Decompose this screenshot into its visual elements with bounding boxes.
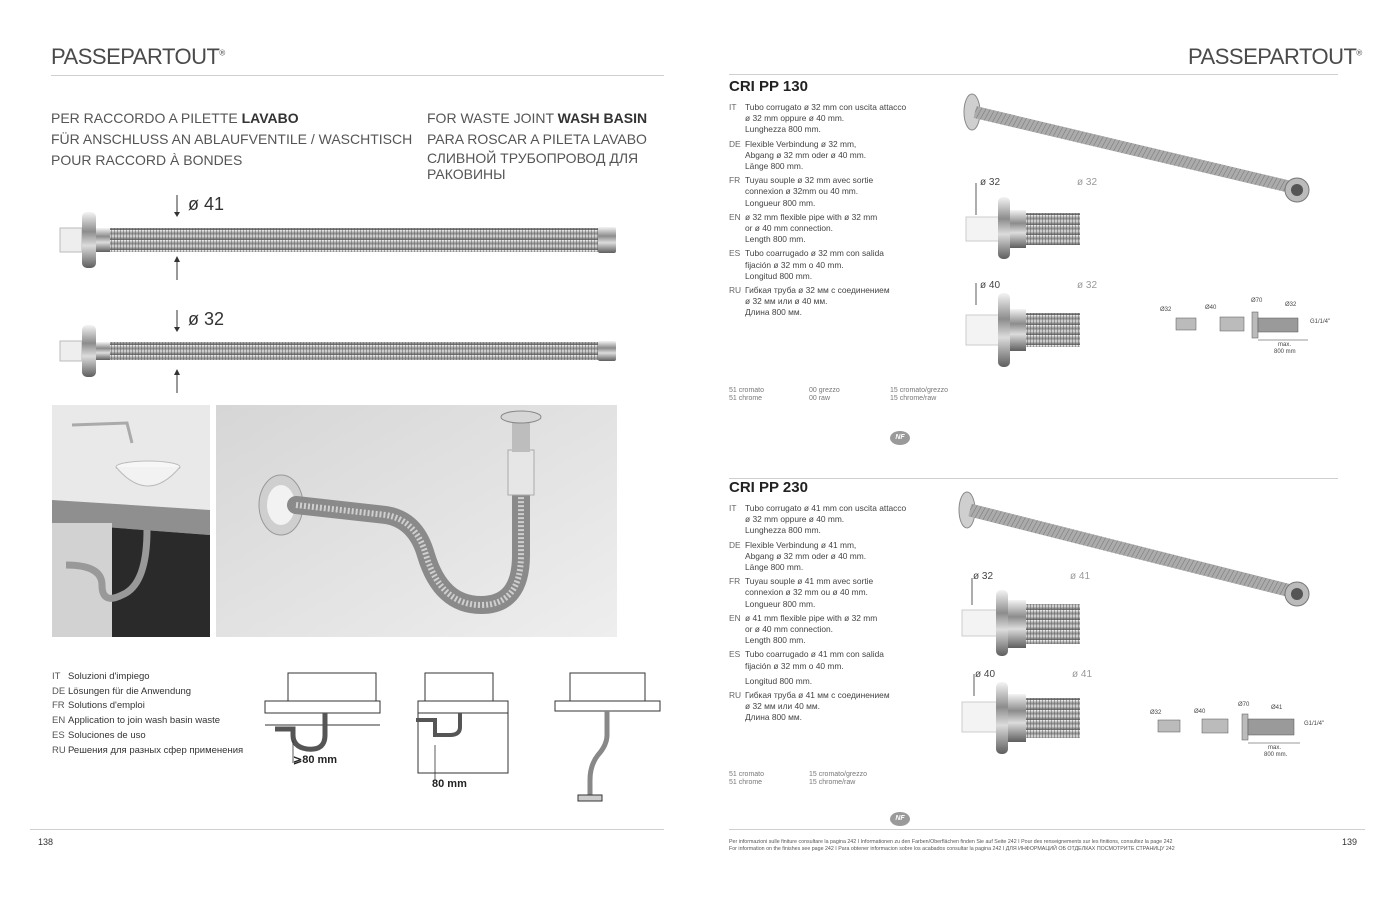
header-line: РАКОВИНЫ (427, 166, 506, 182)
pipe-41-label: ø 41 (188, 194, 225, 214)
header-right-column (427, 108, 647, 182)
connector-images (960, 570, 1093, 765)
install-diagram-3 (550, 665, 665, 815)
product-title: CRI PP 130 (729, 78, 808, 95)
page-number-left: 138 (38, 837, 54, 847)
connector-label: ø 32 (1077, 177, 1098, 188)
nf-certification-badge: NF (890, 812, 910, 826)
footnote: Per informazioni sulle finiture consultare la pagina 242 I Informationen zu den Farben/Oberflächen finden Sie auf Seite 242 I Pour des renseignements sur les finitions, consultez la page 242 For information on the finishes see page 242 I Para obtener informacion sobre los acabados consultar la pagina 242 I ДЛЯ ИНФОРМАЦИЙ ОБ ОТДЕЛКАХ ПОСМОТРИТЕ СТРАНИЦУ 242 (729, 839, 1175, 852)
header-left-column (51, 108, 412, 171)
tech-label: 800 mm. (1264, 752, 1288, 758)
pipe-32-image (50, 305, 630, 400)
tech-label: Ø70 (1238, 702, 1250, 708)
header-rule-left (51, 75, 664, 76)
product-description: IT Tubo corrugato ø 32 mm con uscita attacco ø 32 mm oppure ø 40 mm. Lunghezza 800 mm. DE Flexible Verbindung ø 32 mm, Abgang ø 32 mm oder ø 40 mm. Länge 800 mm. FR Tuyau souple ø 32 mm avec sortie connexion ø 32mm ou 40 mm. Longueur 800 mm. EN ø 32 mm flexible pipe with ø 32 mm or ø 40 mm connection. Length 800 mm. ES Tubo coarrugado ø 32 mm con salida fijación ø 32 mm o 40 mm. Longitud 800 mm. RU Гибкая труба ø 32 мм с соединением ø 32 мм или ø 40 мм. Длина 800 мм. (729, 102, 907, 318)
connector-label: ø 41 (1072, 669, 1093, 680)
tech-label: Ø32 (1150, 710, 1162, 716)
nf-certification-badge: NF (890, 431, 910, 445)
list-item: RU Решения для разных сфер применения (52, 744, 244, 756)
tech-drawing (1150, 710, 1315, 750)
finish-code: 15 cromato/grezzo 15 chrome/raw (890, 387, 948, 402)
product-description: IT Tubo corrugato ø 41 mm con uscita attacco ø 32 mm oppure ø 40 mm. Lunghezza 800 mm. DE Flexible Verbindung ø 41 mm, Abgang ø 32 mm oder ø 40 mm. Länge 800 mm. FR Tuyau souple ø 41 mm avec sortie connexion ø 32 mm ou ø 40 mm. Longueur 800 mm. EN ø 41 mm flexible pipe with ø 32 mm or ø 40 mm connection. Length 800 mm. ES Tubo coarrugado ø 41 mm con salida fijación ø 32 mm o 40 mm. Longitud 800 mm. RU Гибкая труба ø 41 мм с соединением ø 32 мм или 40 мм. Длина 800 мм. (729, 503, 907, 723)
tech-label: G1/1/4" (1310, 319, 1331, 325)
connector-label: ø 40 (975, 669, 996, 680)
connector-images (960, 175, 1090, 375)
header-line: FÜR ANSCHLUSS AN ABLAUFVENTILE / WASCHTISCH (51, 131, 413, 147)
brand-logo-right: PASSEPARTOUT® (1188, 44, 1362, 69)
connector-label: ø 32 (980, 177, 1001, 188)
dim-label-2: 80 mm (432, 778, 467, 790)
product-rule (729, 478, 1338, 479)
tech-label: max. (1278, 342, 1292, 348)
tech-label: 800 mm (1274, 349, 1296, 355)
pipe-41-image (50, 190, 630, 285)
footer-rule-right (729, 829, 1365, 830)
footer-rule-left (30, 829, 664, 830)
brand-logo-left: PASSEPARTOUT® (51, 44, 225, 69)
finish-code: 00 grezzo 00 raw (809, 387, 840, 402)
tech-label: Ø40 (1194, 709, 1206, 715)
finish-code: 15 cromato/grezzo 15 chrome/raw (809, 771, 867, 786)
list-item: IT Soluzioni d'impiego (52, 671, 150, 682)
siphon-photo (216, 405, 617, 637)
list-item: ES Soluciones de uso (52, 729, 146, 741)
tech-label: Ø32 (1285, 302, 1297, 308)
list-item: DE Lösungen für die Anwendung (52, 685, 192, 697)
applications-list (52, 670, 243, 758)
tech-label: Ø40 (1205, 305, 1217, 311)
list-item: FR Solutions d'emploi (52, 700, 145, 712)
connector-label: ø 41 (1070, 571, 1091, 582)
bathroom-photo (52, 405, 210, 637)
install-diagram-2 (410, 665, 520, 785)
page-number-right: 139 (1342, 837, 1358, 847)
list-item: EN Application to join wash basin waste (52, 715, 221, 727)
connector-label: ø 32 (1077, 280, 1098, 291)
product-rule (729, 74, 1338, 75)
connector-label: ø 32 (973, 571, 994, 582)
header-line: FOR WASTE JOINT WASH BASIN (427, 110, 648, 126)
finish-code: 51 cromato 51 chrome (729, 771, 765, 786)
connector-label: ø 40 (980, 280, 1001, 291)
tech-label: Ø41 (1271, 705, 1283, 711)
tech-label: G1/1/4" (1304, 721, 1325, 727)
tech-drawing (1160, 308, 1320, 348)
pipe-32-label: ø 32 (188, 309, 225, 329)
dim-label-1: ⩾80 mm (293, 754, 338, 766)
header-line: POUR RACCORD À BONDES (51, 152, 243, 168)
tech-label: max. (1268, 745, 1282, 751)
tech-label: Ø70 (1251, 298, 1263, 304)
header-line: СЛИВНОЙ ТРУБОПРОВОД ДЛЯ (427, 150, 639, 166)
header-line: PER RACCORDO A PILETTE LAVABO (51, 110, 299, 126)
header-line: PARA ROSCAR A PILETA LAVABO (427, 131, 647, 147)
finish-code: 51 cromato 51 chrome (729, 387, 765, 402)
product-title: CRI PP 230 (729, 479, 808, 496)
tech-label: Ø32 (1160, 307, 1172, 313)
